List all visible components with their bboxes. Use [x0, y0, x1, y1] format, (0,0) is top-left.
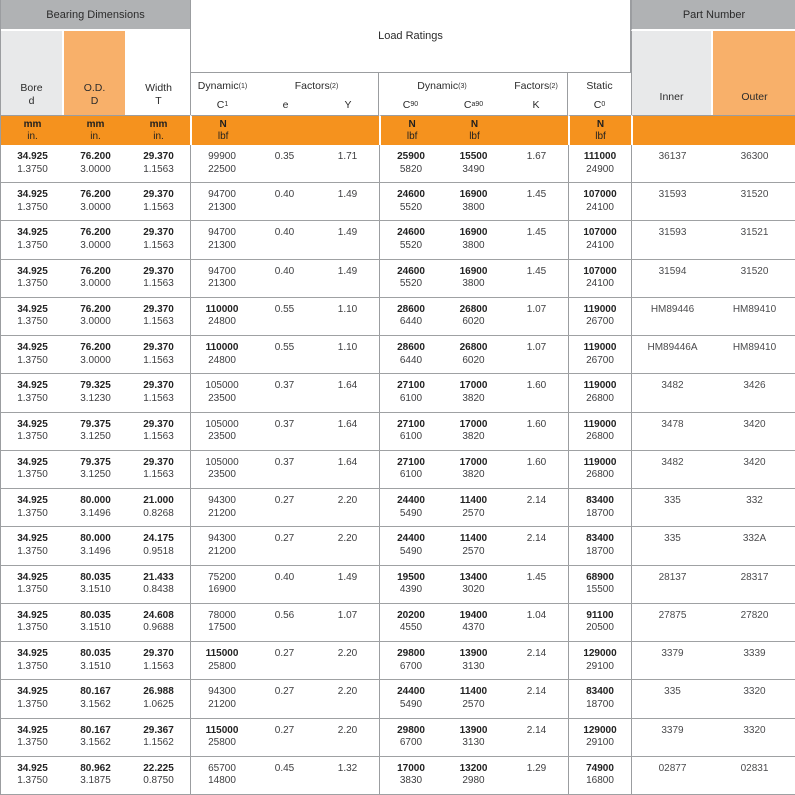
cell-outer-part: HM89410	[732, 342, 777, 354]
cell-width: 29.370 1.1563	[143, 189, 174, 213]
cell-od: 76.200 3.0000	[80, 265, 111, 290]
cell-c0: 83400 18700	[568, 527, 631, 564]
cell-width: 21.433 0.8438	[143, 571, 174, 596]
cell-k: 1.04	[526, 609, 547, 621]
cell-width: 24.175 0.9518	[143, 533, 174, 557]
cell-k: 2.14	[526, 533, 547, 545]
cell-c1: 110000 24800	[190, 336, 253, 373]
cell-k: 1.07	[526, 303, 547, 315]
cell-ca90: 26800 6020	[459, 342, 488, 366]
cell-od: 76.200 3.0000	[80, 151, 111, 175]
cell-width: 29.370 1.1563	[143, 265, 174, 290]
cell-outer-part: 31520	[740, 265, 769, 277]
group-header-dynamic3-factors	[379, 73, 568, 115]
cell-bore: 34.925 1.3750	[17, 189, 48, 213]
cell-bore: 34.925 1.3750	[17, 686, 48, 710]
cell-k: 2.14	[526, 724, 547, 736]
cell-c90: 19500 4390	[379, 566, 442, 603]
col-header-e: e	[282, 99, 289, 112]
cell-width: 29.367 1.1562	[143, 724, 174, 749]
group-header-dynamic1-factors	[190, 73, 379, 115]
cell-bore: 34.925 1.3750	[17, 533, 48, 557]
cell-y: 1.49	[337, 265, 358, 277]
cell-y: 2.20	[337, 724, 358, 736]
header-load-ratings	[190, 0, 631, 73]
cell-c90: 27100 6100	[379, 451, 442, 488]
cell-od: 76.200 3.0000	[80, 342, 111, 366]
col-header-static-line2: C 0	[593, 99, 606, 112]
cell-width: 29.370 1.1563	[143, 151, 174, 175]
cell-ca90: 16900 3800	[459, 189, 488, 213]
col-header-c90: C 90	[402, 99, 419, 112]
cell-od: 80.167 3.1562	[80, 686, 111, 710]
cell-e: 0.27	[274, 533, 295, 545]
footnote-2: (2)	[329, 83, 339, 91]
header-bearing-dimensions-label: Bearing Dimensions	[46, 8, 145, 21]
col-header-ca90: C a90	[463, 99, 484, 112]
units-block-static	[568, 115, 631, 145]
cell-outer-part: 3320	[743, 724, 766, 736]
cell-y: 2.20	[337, 533, 358, 545]
col-header-inner	[631, 31, 713, 115]
units-block-dynamic3	[379, 115, 568, 145]
cell-e: 0.40	[274, 571, 295, 583]
unit-width-mm-in: mm in.	[149, 119, 168, 142]
cell-bore: 34.925 1.3750	[17, 151, 48, 175]
cell-inner-part: HM89446A	[631, 336, 713, 373]
cell-e: 0.37	[274, 418, 295, 430]
unit-ca90-n-lbf: N lbf	[469, 119, 480, 142]
cell-od: 79.375 3.1250	[80, 418, 111, 443]
cell-width: 29.370 1.1563	[143, 456, 174, 481]
cell-bore: 34.925 1.3750	[17, 724, 48, 749]
footnote-1: (1)	[238, 83, 248, 91]
cell-ca90: 17000 3820	[459, 380, 488, 404]
cell-y: 2.20	[337, 495, 358, 507]
cell-od: 80.000 3.1496	[80, 495, 111, 519]
cell-c1: 105000 23500	[190, 451, 253, 488]
cell-k: 2.14	[526, 648, 547, 660]
cell-c90: 27100 6100	[379, 413, 442, 450]
cell-c90: 20200 4550	[379, 604, 442, 641]
cell-y: 2.20	[337, 686, 358, 698]
cell-c1: 105000 23500	[190, 413, 253, 450]
cell-bore: 34.925 1.3750	[17, 648, 48, 672]
cell-c0: 91100 20500	[568, 604, 631, 641]
cell-c0: 107000 24100	[568, 221, 631, 258]
col-header-width-line2: T	[155, 95, 162, 107]
cell-ca90: 13900 3130	[459, 724, 488, 749]
cell-e: 0.35	[274, 151, 295, 162]
cell-bore: 34.925 1.3750	[17, 342, 48, 366]
cell-bore: 34.925 1.3750	[17, 609, 48, 634]
cell-ca90: 15500 3490	[459, 151, 488, 175]
cell-bore: 34.925 1.3750	[17, 762, 48, 787]
cell-y: 1.64	[337, 380, 358, 392]
table-row	[1, 489, 795, 527]
cell-e: 0.55	[274, 342, 295, 354]
cell-c1: 94300 21200	[190, 527, 253, 564]
cell-e: 0.27	[274, 648, 295, 660]
cell-ca90: 17000 3820	[459, 456, 488, 481]
cell-c0: 74900 16800	[568, 757, 631, 794]
cell-c1: 115000 25800	[190, 719, 253, 756]
units-block-dynamic1	[190, 115, 379, 145]
cell-width: 29.370 1.1563	[143, 418, 174, 443]
col-header-y: Y	[344, 99, 352, 112]
col-header-k: K	[532, 99, 540, 112]
cell-od: 76.200 3.0000	[80, 189, 111, 213]
table-row	[1, 260, 795, 298]
cell-y: 1.32	[337, 762, 358, 774]
cell-c1: 65700 14800	[190, 757, 253, 794]
cell-y: 2.20	[337, 648, 358, 660]
cell-c90: 28600 6440	[379, 298, 442, 335]
cell-bore: 34.925 1.3750	[17, 456, 48, 481]
cell-e: 0.27	[274, 724, 295, 736]
table-body	[1, 145, 795, 795]
cell-c0: 119000 26700	[568, 298, 631, 335]
cell-c90: 24600 5520	[379, 221, 442, 258]
cell-od: 76.200 3.0000	[80, 227, 111, 251]
cell-od: 80.167 3.1562	[80, 724, 111, 749]
units-block-dimensions	[1, 115, 190, 145]
cell-k: 1.60	[526, 380, 547, 392]
cell-k: 2.14	[526, 686, 547, 698]
cell-width: 29.370 1.1563	[143, 342, 174, 366]
cell-ca90: 11400 2570	[459, 495, 488, 519]
table-row	[1, 336, 795, 374]
table-row	[1, 413, 795, 451]
unit-c0-n-lbf: N lbf	[595, 119, 606, 142]
cell-y: 1.10	[337, 342, 358, 354]
cell-bore: 34.925 1.3750	[17, 418, 48, 443]
cell-inner-part: 3482	[631, 451, 713, 488]
header-load-ratings-label: Load Ratings	[378, 30, 443, 42]
cell-outer-part: 332	[746, 495, 763, 507]
table-row	[1, 145, 795, 183]
cell-k: 1.29	[526, 762, 547, 774]
col-header-outer-label: Outer	[741, 91, 768, 103]
cell-inner-part: 335	[631, 489, 713, 526]
cell-k: 1.45	[526, 571, 547, 583]
cell-c1: 115000 25800	[190, 642, 253, 679]
cell-width: 29.370 1.1563	[143, 227, 174, 251]
cell-bore: 34.925 1.3750	[17, 380, 48, 404]
col-header-width	[127, 31, 190, 115]
cell-od: 80.962 3.1875	[80, 762, 111, 787]
col-header-c1: C 1	[216, 99, 229, 112]
cell-c0: 107000 24100	[568, 183, 631, 220]
cell-y: 1.64	[337, 418, 358, 430]
table-row	[1, 374, 795, 412]
cell-inner-part: 335	[631, 527, 713, 564]
header-part-number	[631, 0, 795, 31]
cell-bore: 34.925 1.3750	[17, 571, 48, 596]
cell-inner-part: 31593	[631, 221, 713, 258]
col-header-width-line1: Width	[145, 82, 172, 94]
cell-od: 76.200 3.0000	[80, 303, 111, 328]
cell-y: 1.10	[337, 303, 358, 315]
cell-e: 0.45	[274, 762, 295, 774]
cell-c1: 75200 16900	[190, 566, 253, 603]
units-block-part-number	[631, 115, 795, 145]
cell-width: 21.000 0.8268	[143, 495, 174, 519]
cell-k: 1.07	[526, 342, 547, 354]
cell-c0: 68900 15500	[568, 566, 631, 603]
cell-y: 1.64	[337, 456, 358, 468]
table-row	[1, 642, 795, 680]
col-header-static-line1: Static	[586, 79, 613, 92]
cell-outer-part: 31521	[740, 227, 769, 239]
footnote-2b: (2)	[549, 83, 558, 91]
col-header-static-c0	[568, 73, 631, 115]
table-row	[1, 183, 795, 221]
cell-ca90: 16900 3800	[459, 227, 488, 251]
cell-ca90: 16900 3800	[459, 265, 488, 290]
cell-inner-part: 3482	[631, 374, 713, 411]
cell-c90: 25900 5820	[379, 145, 442, 182]
cell-bore: 34.925 1.3750	[17, 227, 48, 251]
header-bearing-dimensions	[1, 0, 190, 31]
cell-k: 1.45	[526, 265, 547, 277]
cell-outer-part: 02831	[740, 762, 769, 774]
table-row	[1, 604, 795, 642]
cell-y: 1.71	[337, 151, 358, 162]
table-row	[1, 719, 795, 757]
cell-outer-part: 3339	[743, 648, 766, 660]
table-row	[1, 680, 795, 718]
cell-inner-part: 31593	[631, 183, 713, 220]
cell-y: 1.07	[337, 609, 358, 621]
cell-e: 0.40	[274, 189, 295, 201]
group-header-dynamic1: Dynamic (1)	[197, 79, 248, 92]
table-row	[1, 566, 795, 604]
cell-c1: 105000 23500	[190, 374, 253, 411]
cell-ca90: 11400 2570	[459, 533, 488, 557]
cell-width: 29.370 1.1563	[143, 648, 174, 672]
cell-c0: 119000 26800	[568, 374, 631, 411]
table-row	[1, 451, 795, 489]
footnote-3: (3)	[458, 83, 467, 91]
cell-c1: 78000 17500	[190, 604, 253, 641]
cell-c0: 129000 29100	[568, 642, 631, 679]
cell-k: 1.45	[526, 189, 547, 201]
cell-bore: 34.925 1.3750	[17, 265, 48, 290]
cell-inner-part: 3478	[631, 413, 713, 450]
table-row	[1, 527, 795, 565]
table-row	[1, 221, 795, 259]
cell-c0: 129000 29100	[568, 719, 631, 756]
cell-ca90: 13200 2980	[459, 762, 488, 787]
cell-ca90: 26800 6020	[459, 303, 488, 328]
cell-c1: 94700 21300	[190, 260, 253, 297]
cell-inner-part: 3379	[631, 719, 713, 756]
cell-c0: 119000 26800	[568, 413, 631, 450]
col-header-bore	[1, 31, 64, 115]
cell-outer-part: 3320	[743, 686, 766, 698]
cell-outer-part: 3426	[743, 380, 766, 392]
cell-c90: 27100 6100	[379, 374, 442, 411]
cell-inner-part: 335	[631, 680, 713, 717]
cell-c1: 99900 22500	[190, 145, 253, 182]
cell-e: 0.37	[274, 380, 295, 392]
cell-c90: 29800 6700	[379, 642, 442, 679]
cell-y: 1.49	[337, 571, 358, 583]
table-row	[1, 757, 795, 795]
unit-c90-n-lbf: N lbf	[406, 119, 418, 142]
cell-e: 0.27	[274, 686, 295, 698]
col-header-bore-line2: d	[28, 95, 35, 107]
cell-inner-part: 36137	[631, 145, 713, 182]
cell-e: 0.56	[274, 609, 295, 621]
cell-c1: 110000 24800	[190, 298, 253, 335]
cell-bore: 34.925 1.3750	[17, 303, 48, 328]
col-header-bore-line1: Bore	[20, 82, 43, 94]
cell-k: 1.60	[526, 418, 547, 430]
cell-c1: 94300 21200	[190, 680, 253, 717]
cell-inner-part: 3379	[631, 642, 713, 679]
cell-od: 80.035 3.1510	[80, 609, 111, 634]
cell-ca90: 13400 3020	[459, 571, 488, 596]
cell-c0: 119000 26800	[568, 451, 631, 488]
cell-c90: 24400 5490	[379, 527, 442, 564]
cell-od: 80.000 3.1496	[80, 533, 111, 557]
cell-c90: 17000 3830	[379, 757, 442, 794]
cell-outer-part: HM89410	[732, 303, 777, 315]
group-header-factors1: Factors (2)	[294, 79, 339, 92]
cell-width: 26.988 1.0625	[143, 686, 174, 710]
col-header-inner-label: Inner	[659, 91, 684, 103]
cell-c90: 29800 6700	[379, 719, 442, 756]
cell-inner-part: 02877	[631, 757, 713, 794]
col-header-outer	[713, 31, 795, 115]
unit-e-blank	[254, 116, 316, 145]
cell-e: 0.37	[274, 456, 295, 468]
cell-ca90: 19400 4370	[459, 609, 488, 634]
cell-od: 79.375 3.1250	[80, 456, 111, 481]
cell-y: 1.49	[337, 189, 358, 201]
cell-c0: 83400 18700	[568, 680, 631, 717]
cell-e: 0.40	[274, 265, 295, 277]
cell-od: 80.035 3.1510	[80, 571, 111, 596]
cell-c1: 94300 21200	[190, 489, 253, 526]
cell-k: 1.45	[526, 227, 547, 239]
header-part-number-label: Part Number	[682, 8, 746, 21]
cell-c90: 24600 5520	[379, 183, 442, 220]
cell-c0: 119000 26700	[568, 336, 631, 373]
cell-outer-part: 27820	[740, 609, 769, 621]
group-header-factors2: Factors (2)	[514, 79, 558, 92]
cell-c90: 28600 6440	[379, 336, 442, 373]
cell-c0: 107000 24100	[568, 260, 631, 297]
cell-k: 1.60	[526, 456, 547, 468]
cell-od: 80.035 3.1510	[80, 648, 111, 672]
cell-width: 22.225 0.8750	[143, 762, 174, 787]
cell-inner-part: 28137	[631, 566, 713, 603]
table-header	[1, 0, 795, 145]
cell-width: 29.370 1.1563	[143, 380, 174, 404]
cell-c90: 24400 5490	[379, 489, 442, 526]
cell-bore: 34.925 1.3750	[17, 495, 48, 519]
cell-outer-part: 332A	[742, 533, 767, 545]
cell-ca90: 11400 2570	[459, 686, 488, 710]
cell-outer-part: 36300	[740, 151, 769, 162]
cell-c1: 94700 21300	[190, 183, 253, 220]
cell-y: 1.49	[337, 227, 358, 239]
cell-ca90: 17000 3820	[459, 418, 488, 443]
col-header-od-line2: D	[90, 95, 99, 107]
cell-inner-part: 31594	[631, 260, 713, 297]
cell-inner-part: HM89446	[631, 298, 713, 335]
cell-ca90: 13900 3130	[459, 648, 488, 672]
cell-e: 0.55	[274, 303, 295, 315]
cell-c90: 24600 5520	[379, 260, 442, 297]
col-header-od	[64, 31, 127, 115]
cell-c90: 24400 5490	[379, 680, 442, 717]
cell-outer-part: 31520	[740, 189, 769, 201]
group-header-dynamic3: Dynamic (3)	[417, 79, 467, 92]
unit-bore-mm-in: mm in.	[23, 119, 42, 142]
unit-od-mm-in: mm in.	[86, 119, 105, 142]
cell-outer-part: 28317	[740, 571, 769, 583]
cell-e: 0.27	[274, 495, 295, 507]
unit-k-blank	[506, 116, 568, 145]
cell-outer-part: 3420	[743, 456, 766, 468]
cell-width: 24.608 0.9688	[143, 609, 174, 634]
cell-c0: 83400 18700	[568, 489, 631, 526]
unit-y-blank	[317, 116, 379, 145]
cell-inner-part: 27875	[631, 604, 713, 641]
table-row	[1, 298, 795, 336]
cell-e: 0.40	[274, 227, 295, 239]
cell-od: 79.325 3.1230	[80, 380, 111, 404]
cell-k: 2.14	[526, 495, 547, 507]
cell-c0: 111000 24900	[568, 145, 631, 182]
cell-c1: 94700 21300	[190, 221, 253, 258]
cell-width: 29.370 1.1563	[143, 303, 174, 328]
unit-c1-n-lbf: N lbf	[217, 119, 229, 142]
cell-k: 1.67	[526, 151, 547, 162]
col-header-od-line1: O.D.	[83, 82, 106, 94]
cell-outer-part: 3420	[743, 418, 766, 430]
